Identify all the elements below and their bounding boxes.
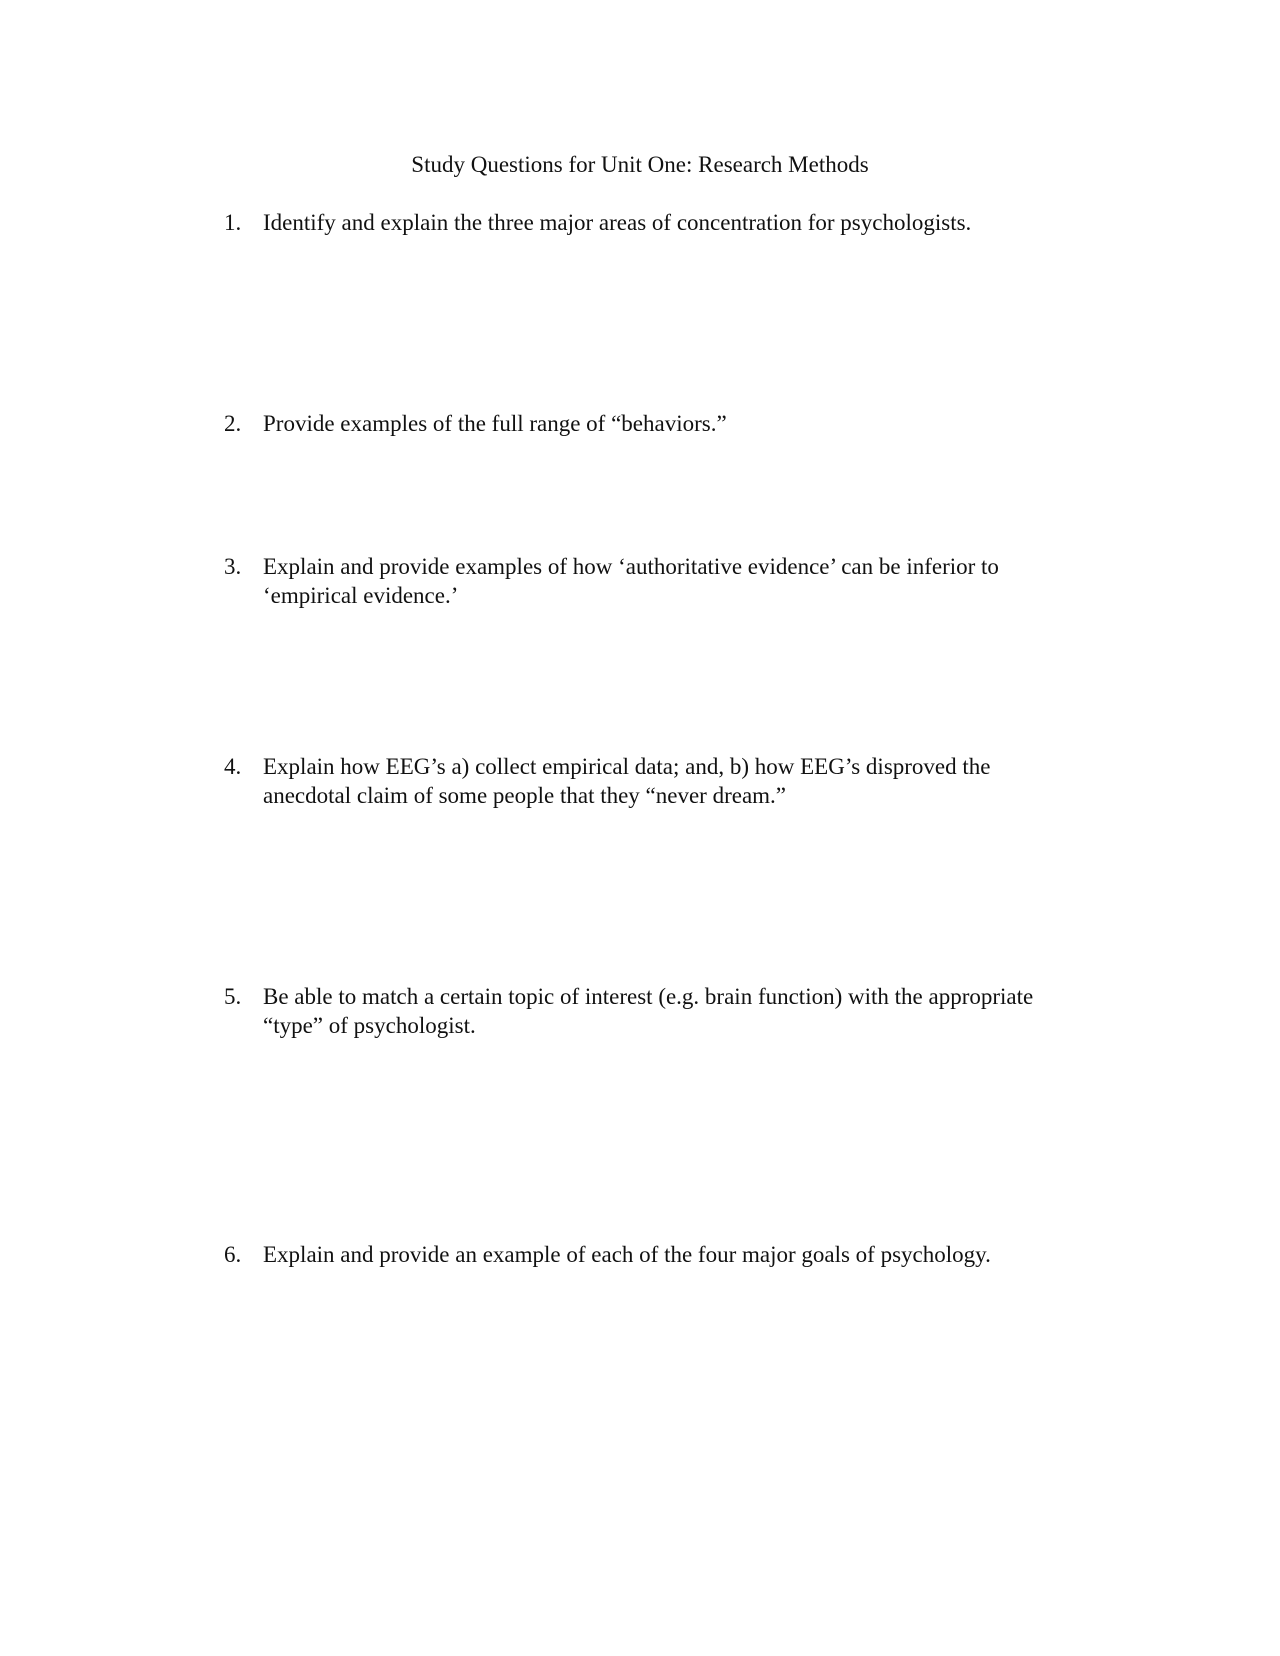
question-number: 4. (224, 754, 242, 779)
question-number: 3. (224, 554, 242, 579)
question-item (224, 552, 1084, 610)
page-title: Study Questions for Unit One: Research Methods (411, 152, 869, 177)
question-number: 2. (224, 411, 242, 436)
question-text: Identify and explain the three major areas of concentration for psychologists. (263, 210, 972, 235)
question-item (224, 208, 1084, 237)
question-number: 5. (224, 984, 242, 1009)
question-text: Provide examples of the full range of “behaviors.” (263, 411, 727, 436)
question-item (224, 1240, 1084, 1269)
question-item (224, 752, 1084, 810)
question-text: Explain how EEG’s a) collect empirical data; and, b) how EEG’s disproved the anecdotal claim of some people that they “never dream.” (263, 754, 991, 808)
question-item (224, 982, 1084, 1040)
question-text: Be able to match a certain topic of interest (e.g. brain function) with the appropriate “type” of psychologist. (263, 984, 1034, 1038)
question-item (224, 409, 1084, 438)
question-text: Explain and provide an example of each of the four major goals of psychology. (263, 1242, 991, 1267)
question-number: 1. (224, 210, 242, 235)
question-number: 6. (224, 1242, 242, 1267)
question-text: Explain and provide examples of how ‘authoritative evidence’ can be inferior to ‘empirical evidence.’ (263, 554, 999, 608)
